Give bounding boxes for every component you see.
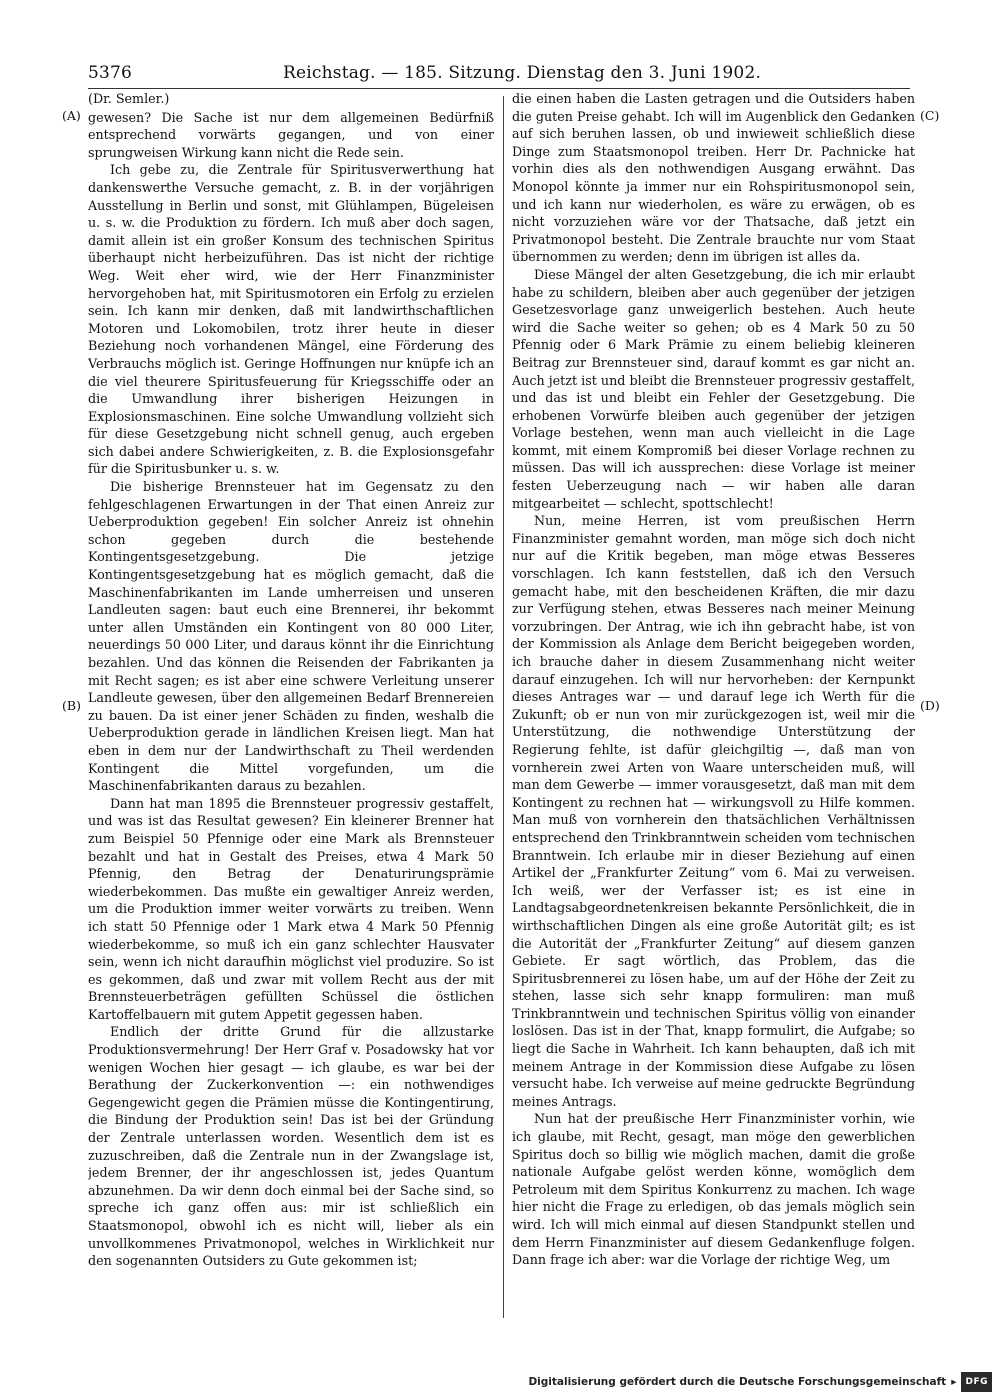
- margin-mark-d: (D): [920, 698, 940, 713]
- footer-arrow-icon: ▸: [951, 1376, 957, 1388]
- paragraph: Die bisherige Brennsteuer hat im Gegensatz zu den fehlgeschlagenen Erwartungen in der That einen Anreiz zur Ueberproduktion gegeben! Ein solcher Anreiz ist ohnehin schon gegeben durch die bestehende Kontingentsgesetzgebung. Die jetzige Kontingentsgesetzgebung hat es möglich gemacht, daß die Maschinenfabrikanten im Lande umherreisen und unseren Landleuten sagen: baut euch eine Brennerei, ihr bekommt unter allen Umständen ein Kontingent von 80 000 Liter, neuerdings 50 000 Liter, und daraus könnt ihr die Einrichtung bezahlen. Und das können die Reisenden der Fabrikanten ja mit Recht sagen; es ist aber eine schwere Verleitung unserer Landleute gewesen, über den allgemeinen Bedarf Brennereien zu bauen. Da ist einer jener Schäden zu finden, weshalb die Ueberproduktion gerade in ländlichen Kreisen liegt. Man hat eben in dem nur der Landwirthschaft zu Theil werdenden Kontingent die Mittel vorgefunden, um die Maschinenfabrikanten daraus zu bezahlen.: [88, 479, 494, 794]
- dfg-logo: DFG: [961, 1372, 992, 1392]
- speaker-label: (Dr. Semler.): [88, 91, 170, 106]
- margin-mark-a: (A): [62, 108, 81, 123]
- footer-credit: Digitalisierung gefördert durch die Deutsche Forschungsgemeinschaft: [528, 1376, 947, 1388]
- paragraph: Diese Mängel der alten Gesetzgebung, die ich mir erlaubt habe zu schildern, bleiben aber auch gegenüber der jetzigen Gesetzesvorlage ganz unweigerlich bestehen. Auch heute wird die Sache weiter so gehen; ob es 4 Mark 50 zu 50 Pfennig oder 6 Mark Prämie zu einem beliebig kleineren Beitrag zur Brennsteuer sind, darauf kommt es gar nicht an. Auch jetzt ist und bleibt die Brennsteuer progressiv gestaffelt, und das ist und bleibt ein Fehler der Gesetzgebung. Die erhobenen Vorwürfe bleiben auch gegenüber der jetzigen Vorlage bestehen, wenn man auch vielleicht in die Lage kommt, mit einem Kompromiß bei dieser Vorlage rechnen zu müssen. Das will ich aussprechen: diese Vorlage ist meiner festen Ueberzeugung nach — wir haben alle daran mitgearbeitet — schlecht, spottschlecht!: [512, 266, 915, 511]
- paragraph: Nun, meine Herren, ist vom preußischen Herrn Finanzminister gemahnt worden, man möge sich doch nicht nur auf die Kritik begeben, man möge etwas Besseres vorschlagen. Ich kann feststellen, daß ich den Versuch gemacht habe, mit den bescheidenen Kräften, die mir dazu zur Verfügung stehen, etwas Besseres nach meiner Meinung vorzubringen. Der Antrag, wie ich ihn gebracht habe, ist von der Kommission als Anlage dem Bericht beigegeben worden, ich brauche daher in diesem Zusammenhang nicht weiter darauf einzugehen. Ich will nur hervorheben: der Kernpunkt dieses Antrages war — und darauf lege ich Werth für die Zukunft; ob er nun von mir zurückgezogen ist, weil mir die Unterstützung, die nothwendige Unterstützung der Regierung fehlte, ist dafür gleichgiltig —, daß man von vornherein zwei Arten von Waare unterscheiden muß, will man dem Gewerbe — immer vorausgesetzt, daß man mit dem Kontingent zu rechnen hat — wirkungsvoll zu Hilfe kommen. Man muß von vornherein den thatsächlichen Verhältnissen entsprechend den Trinkbranntwein scheiden vom technischen Branntwein. Ich erlaube mir in dieser Beziehung auf einen Artikel der „Frankfurter Zeitung“ vom 6. Mai zu verweisen. Ich weiß, wer der Verfasser ist; es ist eine in Landtagsabgeordnetenkreisen bekannte Persönlichkeit, die in wirthschaftlichen Dingen als eine große Autorität gilt; es ist die Autorität der „Frankfurter Zeitung“ auf diesem ganzen Gebiete. Er sagt wörtlich, das Problem, das die Spiritusbrennerei zu lösen habe, um auf der Höhe der Zeit zu stehen, lasse sich sehr knapp formuliren: man muß Trinkbranntwein und technischen Spiritus völlig von einander loslösen. Das ist in der That, knapp formulirt, die Aufgabe; so liegt die Sache in Wahrheit. Ich kann behaupten, daß ich mit meinem Antrage in der Kommission diese Aufgabe zu lösen versucht habe. Ich verweise auf meine gedruckte Begründung meines Antrags.: [512, 513, 915, 1109]
- running-title: Reichstag. — 185. Sitzung. Dienstag den 3. Juni 1902.: [283, 63, 762, 83]
- page-number: 5376: [88, 63, 133, 83]
- header-rule: [88, 88, 910, 89]
- paragraph: Ich gebe zu, die Zentrale für Spiritusverwerthung hat dankenswerthe Versuche gemacht, z. B. in der vorjährigen Ausstellung in Berlin und sonst, mit Glühlampen, Bügeleisen u. s. w. die Produktion zu fördern. Ich muß aber doch sagen, damit allein ist ein großer Konsum des technischen Spiritus überhaupt nicht herbeizuführen. Das ist nicht der richtige Weg. Weit eher wird, wie der Herr Finanzminister hervorgehoben hat, mit Spiritusmotoren ein Erfolg zu erzielen sein. Ich kann mir denken, daß mit landwirthschaftlichen Motoren und Lokomobilen, trotz ihrer heute in dieser Beziehung noch vorhandenen Mängel, eine Förderung des Verbrauchs möglich ist. Geringe Hoffnungen nur knüpfe ich an die viel theurere Spiritusfeuerung für Kriegsschiffe oder an die Umwandlung ihrer bisherigen Heizungen in Explosionsmaschinen. Eine solche Umwandlung vollzieht sich für diese Gesetzgebung nicht schnell genug, auch ergeben sich dabei andere Schwierigkeiten, z. B. die Explosionsgefahr für die Spiritusbunker u. s. w.: [88, 162, 494, 477]
- paragraph: gewesen? Die Sache ist nur dem allgemeinen Bedürfniß entsprechend vorwärts gegangen, und von einer sprungweisen Wirkung kann nicht die Rede sein.: [88, 109, 494, 160]
- left-column: [88, 90, 494, 1315]
- margin-mark-b: (B): [62, 698, 81, 713]
- paragraph: Dann hat man 1895 die Brennsteuer progressiv gestaffelt, und was ist das Resultat gewesen? Ein kleinerer Brenner hat zum Beispiel 50 Pfennige oder eine Mark als Brennsteuer bezahlt und hat in Gestalt des Preises, etwa 4 Mark 50 Pfennig, den Betrag der Denaturirungsprämie wiederbekommen. Das mußte ein gewaltiger Anreiz werden, um die Produktion immer weiter vorwärts zu treiben. Wenn ich statt 50 Pfennige oder 1 Mark etwa 4 Mark 50 Pfennig wiederbekomme, so muß ich ein ganz schlechter Hausvater sein, wenn ich nicht daraufhin möglichst viel produzire. So ist es gekommen, daß und zwar mit vollem Recht aus der mit Brennsteuerbeträgen gefüllten Schüssel die östlichen Kartoffelbauern mit gutem Appetit gegessen haben.: [88, 795, 494, 1022]
- paragraph: die einen haben die Lasten getragen und die Outsiders haben die guten Preise gehabt. Ich will im Augenblick den Gedanken auf sich beruhen lassen, ob und inwieweit schließlich diese Dinge zum Staatsmonopol treiben. Herr Dr. Pachnicke hat vorhin dies als den nothwendigen Ausgang erwähnt. Das Monopol könnte ja immer nur ein Rohspiritusmonopol sein, und ich kann nur wiederholen, es wäre zu erwägen, ob es nicht vorzuziehen wäre vor der Thatsache, daß jetzt ein Privatmonopol besteht. Die Zentrale brauchte nur vom Staat übernommen zu werden; denn im übrigen ist alles da.: [512, 91, 915, 265]
- digitization-footer: [528, 1373, 992, 1391]
- paragraph: Endlich der dritte Grund für die allzustarke Produktionsvermehrung! Der Herr Graf v. Posadowsky hat vor wenigen Wochen hier gesagt — ich glaube, es war bei der Berathung der Zuckerkonvention —: ein nothwendiges Gegengewicht gegen die Prämien müsse die Kontingentirung, die Bindung der Produktion sein! Das ist bei der Gründung der Zentrale unterlassen worden. Wesentlich dem ist es zuzuschreiben, daß die Zentrale nun in der Zwangslage ist, jedem Brenner, der ihr angeschlossen ist, jedes Quantum abzunehmen. Da wir denn doch einmal bei der Sache sind, so spreche ich ganz offen aus: mir ist schließlich ein Staatsmonopol, obwohl ich es nicht will, lieber als ein unvollkommenes Privatmonopol, welches in Wirklichkeit nur den sogenannten Outsiders zu Gute gekommen ist;: [88, 1024, 494, 1269]
- margin-mark-c: (C): [920, 108, 940, 123]
- paragraph: Nun hat der preußische Herr Finanzminister vorhin, wie ich glaube, mit Recht, gesagt, man möge den gewerblichen Spiritus doch so billig wie möglich machen, damit die große nationale Aufgabe gelöst werden könne, womöglich dem Petroleum mit dem Spiritus Konkurrenz zu machen. Ich wage hier nicht die Frage zu erledigen, ob das jemals möglich sein wird. Ich will mich einmal auf diesen Standpunkt stellen und dem Herrn Finanzminister auf diesem Gedankenfluge folgen. Dann frage ich aber: war die Vorlage der richtige Weg, um: [512, 1111, 915, 1268]
- column-divider: [503, 96, 504, 1318]
- page-header: [88, 60, 910, 86]
- right-column: [512, 90, 915, 1315]
